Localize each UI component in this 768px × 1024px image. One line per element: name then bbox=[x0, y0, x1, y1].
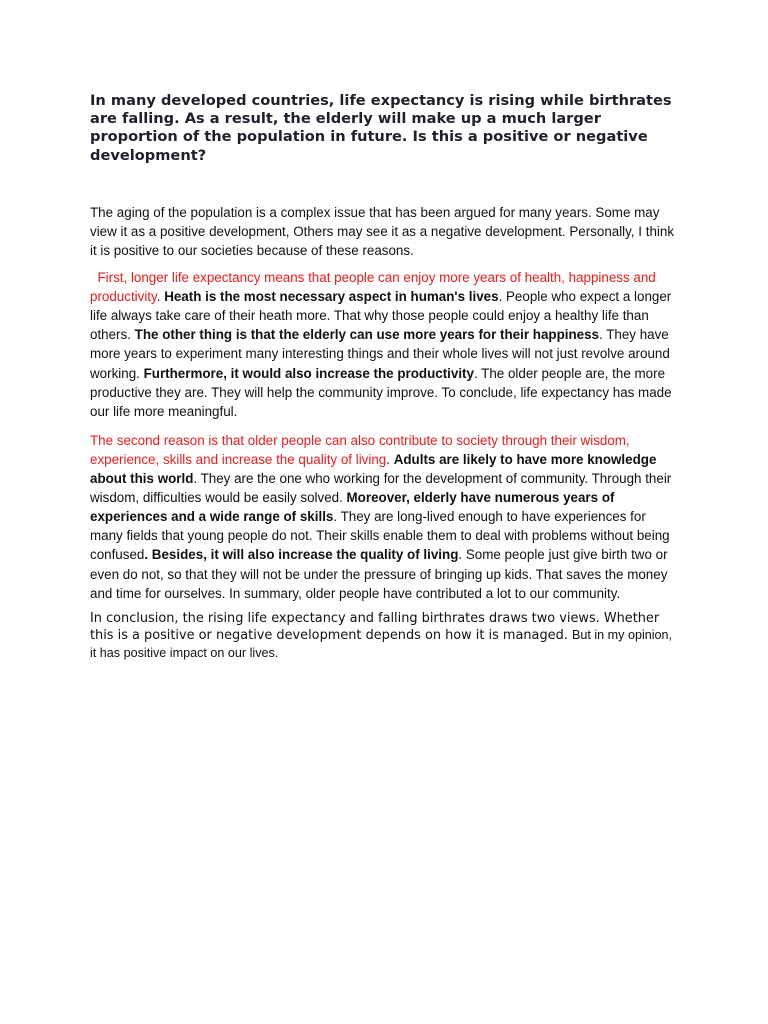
body-paragraph-2: The second reason is that older people can also contribute to society through their wisdom, experience, skills and increase the quality of living. Adults are likely to have more knowledge about this world. They are the one who working for the development of community. Through their wisdom, difficulties would be easily solved. Moreover, elderly have numerous years of experiences and a wide range of skills. They are long-lived enough to have experiences for many fields that young people do not. Their skills enable them to deal with problems without being confused. Besides, it will also increase the quality of living. Some people just give birth two or even do not, so that they will not be under the pressure of bringing up kids. That saves the money and time for ourselves. In summary, older people have contributed a lot to our community. bbox=[90, 432, 672, 601]
supporting-point-1-3: Furthermore, it would also increase the productivity bbox=[143, 365, 474, 381]
conclusion-main: In conclusion, the rising life expectancy and falling birthrates draws two views. Whether this is a positive or negative development depends on how it is managed. bbox=[90, 610, 660, 644]
essay-question: In many developed countries, life expectancy is rising while birthrates are falling. As a result, the elderly will make up a much larger proportion of the population in future. Is this a positive or negative development? bbox=[90, 92, 672, 164]
supporting-point-2-2: Moreover, elderly have numerous years of experiences and a wide range of skills bbox=[90, 490, 615, 525]
conclusion-paragraph bbox=[90, 611, 680, 663]
supporting-point-2-1: Adults are likely to have more knowledge about this world bbox=[90, 451, 657, 487]
supporting-point-2-3: . Besides, it will also increase the quality of living bbox=[144, 547, 459, 563]
topic-sentence-2: The second reason is that older people can also contribute to society through their wisdom, experience, skills and increase the quality of living bbox=[90, 432, 630, 467]
explanation-2-2: . They are long-lived enough to have experiences for many fields that young people do not. Their skills enable them to deal with problems without being confused bbox=[90, 509, 670, 563]
conclusion-tail: But in my opinion, it has positive impact on our lives. bbox=[90, 628, 673, 661]
explanation-2-3: . Some people just give birth two or even do not, so that they will not be under the pressure of bringing up kids. That saves the money and time for ourselves. In summary, older people have contributed a lot to our community. bbox=[90, 547, 668, 601]
document-page bbox=[90, 92, 680, 663]
topic-sentence-1: First, longer life expectancy means that people can enjoy more years of health, happiness and productivity bbox=[90, 270, 656, 305]
supporting-point-1-2: The other thing is that the elderly can use more years for their happiness bbox=[134, 327, 599, 343]
explanation-1-3: . The older people are, the more productive they are. They will help the community improve. To conclude, life expectancy has made our life more meaningful. bbox=[90, 365, 672, 419]
explanation-1-2: . They have more years to experiment many interesting things and their whole lives will not just revolve around working. bbox=[90, 327, 670, 381]
explanation-2-1: . They are the one who working for the development of community. Through their wisdom, difficulties would be easily solved. bbox=[90, 471, 672, 506]
supporting-point-1-1: Heath is the most necessary aspect in human's lives bbox=[164, 289, 499, 305]
explanation-1-1: . People who expect a longer life always take care of their heath more. That why those people could enjoy a healthy life than others. bbox=[90, 289, 672, 343]
intro-paragraph: The aging of the population is a complex issue that has been argued for many years. Some may view it as a positive development, Others may see it as a negative development. Personally, I think it is positive to our societies because of these reasons. bbox=[90, 204, 675, 258]
body-paragraph-1: First, longer life expectancy means that people can enjoy more years of health, happiness and productivity. Heath is the most necessary aspect in human's lives. People who expect a longer life always take care of their heath more. That why those people could enjoy a healthy life than others. The other thing is that the elderly can use more years for their happiness. They have more years to experiment many interesting things and their whole lives will not just revolve around working. Furthermore, it would also increase the productivity. The older people are, the more productive they are. They will help the community improve. To conclude, life expectancy has made our life more meaningful. bbox=[90, 270, 672, 419]
